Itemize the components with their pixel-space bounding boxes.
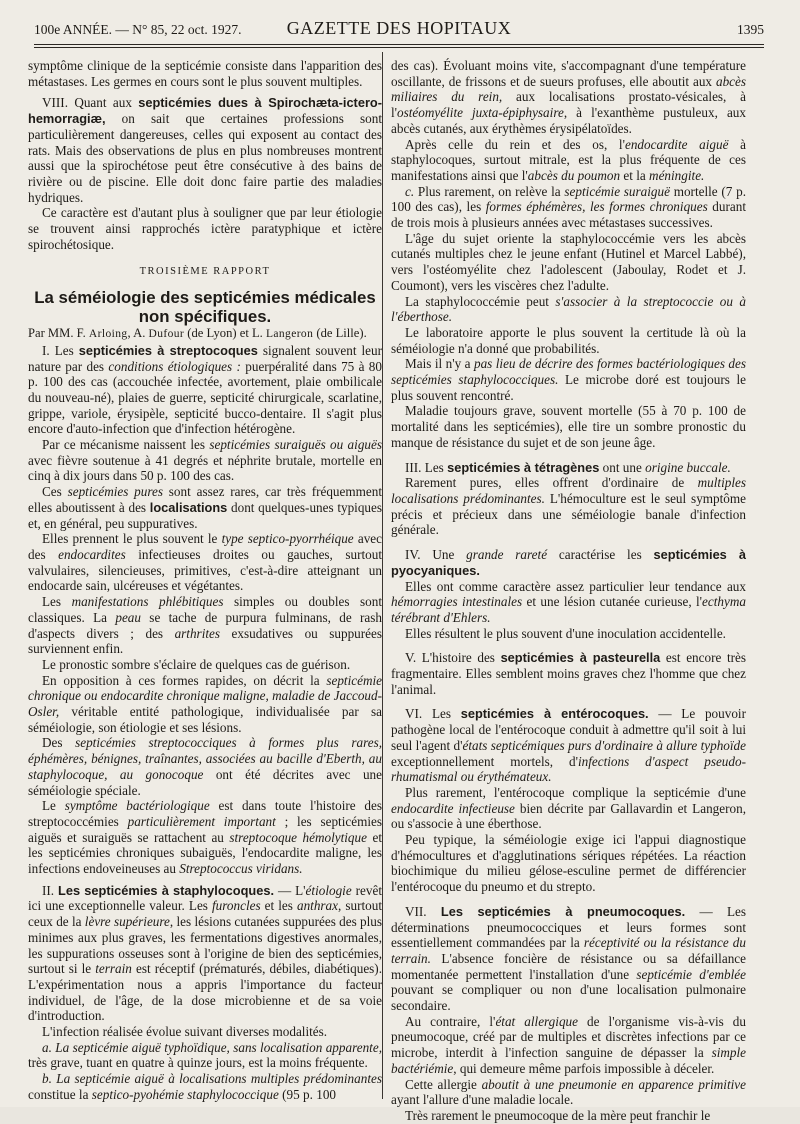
- paragraph-staphylocoques: II. Les septicémies à staphylocoques. — L'étiologie revêt ici une exceptionnelle valeur. Les furoncles et les anthrax, surtout ceux de la lèvre supérieure, les lésions cutanées suppurées des plus minimes aux plus graves, les fermentations digestives anormales, les suppurations osseuses sont à l'origine de bien des septicémies, surtout si le terrain est réceptif (prématurés, débiles, diabétiques). L'expérimentation nous a appris l'importance du facteur individuel, de l'âge, de la dose microbienne et de sa voie d'introduction.: [28, 882, 383, 1024]
- paragraph: Mais il n'y a pas lieu de décrire des formes bactériologiques des septicémies staphylococciques. Le microbe doré est toujours le plus souvent rencontré.: [391, 356, 747, 403]
- header-rule-double: [34, 47, 764, 48]
- paragraph-pyocyaniques: IV. Une grande rareté caractérise les septicémies à pyocyaniques.: [391, 547, 746, 578]
- paragraph: Rarement pures, elles offrent d'ordinaire de multiples localisations prédominantes. L'hémoculture est le seul symptôme précis et précieux dans une séméiologie banale d'infection générale.: [391, 475, 747, 538]
- paragraph: Ce caractère est d'autant plus à souligner que par leur étiologie se trouvent ainsi rapprochés ictère paratyphique et ictère spirochétosique.: [28, 205, 382, 252]
- paragraph: Le laboratoire apporte le plus souvent la certitude là où la séméiologie n'a donné que probabilités.: [391, 324, 746, 356]
- header-rule: [34, 44, 764, 45]
- paragraph: Plus rarement, l'entérocoque complique la septicémie d'une endocardite infectieuse bien décrite par Gallavardin et Langeron, ou s'associe à une éberthose.: [391, 784, 746, 832]
- paragraph-spirochaeta: VIII. Quant aux septicémies dues à Spirochæta-ictero-hemorragiæ, on sait que certaines professions sont particulièrement dangereuses, celles qui exposent au contact des rats. Mais des observations de plus en plus nombreuses montrent aussi que la spirochétose peut être consécutive à des bains de rivière ou de piscine. Elle doit donc faire partie des maladies hydriques.: [28, 95, 382, 205]
- journal-title: GAZETTE DES HOPITAUX: [286, 18, 512, 38]
- paragraph: Le symptôme bactériologique est dans toute l'histoire des streptococcémies particulièrement important ; les septicémies aiguës et suraiguës se rattachent au streptocoque hémolytique et les septicémies chroniques subaiguës, l'endocardite maligne, les infections endoveineuses au Streptococcus viridans.: [28, 798, 382, 877]
- paragraph: Elles prennent le plus souvent le type septico-pyorrhéique avec des endocardites infectieuses droites ou gauches, surtout valvulaires, silencieuses, primitives, c'est-à-dire atteignant un endocarde sain, ulcéreuses et végétantes.: [28, 531, 382, 594]
- paragraph: Par ce mécanisme naissent les septicémies suraiguës ou aiguës avec fièvre soutenue à 41 degrés et néphrite brutale, mortelle en cinq à dix jours dans 50 p. 100 des cas.: [28, 437, 382, 484]
- paragraph-enterocoques: VI. Les septicémies à entérocoques. — Le pouvoir pathogène local de l'entérocoque conduit à admettre qu'il soit à lui seul l'agent d'états septicémiques purs d'ordinaire à allure typhoïde exceptionnellement mortels, d'infections d'aspect pseudo-rhumatismal ou érythémateux.: [391, 706, 747, 785]
- section-title: La séméiologie des septicémies médicales non spécifiques.: [34, 288, 376, 327]
- paragraph-pneumocoques: VII. Les septicémies à pneumocoques. — Les déterminations pneumococciques et leurs formes sont essentiellement commandées par la réceptivité ou la résistance du terrain. L'absence foncière de résistance ou sa défaillance momentanée permettent l'installation d'une septicémie d'emblée pouvant se compliquer ou non d'une localisation pulmonaire secondaire.: [391, 903, 746, 1014]
- paragraph: Elles résultent le plus souvent d'une inoculation accidentelle.: [405, 625, 726, 641]
- paragraph: Cette allergie aboutit à une pneumonie en apparence primitive ayant l'allure d'une maladie locale.: [391, 1076, 746, 1108]
- paragraph-streptocoques: I. Les septicémies à streptocoques signalent souvent leur nature par des conditions étiologiques : puerpéralité dans 75 à 80 p. 100 des cas (accouchée infectée, avortement, plaie ombilicale du nouveau-né), plaies de guerre, septicité chirurgicale, scarlatine, grippe, variole, érysipèle, septicité bucco-dentaire. Il s'agit plus encore d'auto-infection que d'infection hétérogène.: [28, 342, 383, 437]
- paragraph: Ces septicémies pures sont assez rares, car très fréquemment elles aboutissent à des localisations dont quelques-unes typiques et, en général, peu suppuratives.: [28, 484, 383, 531]
- paragraph: des cas). Évoluant moins vite, s'accompagnant d'une température oscillante, de frissons et de sueurs profuses, elle aboutit aux abcès miliaires du rein, aux localisations prostato-vésicales, à l'ostéomyélite juxta-épiphysaire, à l'exanthème pustuleux, aux abcès cutanés, aux érythèmes érysipélatoïdes.: [391, 58, 747, 136]
- paragraph: L'infection réalisée évolue suivant diverses modalités.: [42, 1024, 328, 1040]
- paragraph: Des septicémies streptococciques à formes plus rares, éphémères, bénignes, traînantes, associées au bacille d'Eberth, au staphylocoque, au gonocoque ont été décrites avec une séméiologie spéciale.: [28, 735, 383, 798]
- paragraph: Le pronostic sombre s'éclaire de quelques cas de guérison.: [42, 656, 351, 672]
- paragraph: b. La septicémie aiguë à localisations multiples prédominantes constitue la septico-pyohémie staphylococcique (95 p. 100: [28, 1071, 382, 1102]
- left-column: [28, 58, 382, 1103]
- paragraph: L'âge du sujet oriente la staphylococcémie vers les abcès cutanés multiples chez le jeune enfant (Hutinel et Marcel Labbé), vers l'ostéomyélite chez l'adolescent (Jaboulay, Rodet et J. Coumont), vers les viscères chez l'adulte.: [391, 230, 746, 293]
- paragraph: Les manifestations phlébitiques simples ou doubles sont classiques. La peau se tache de purpura fulminans, de rash d'aspects divers ; des arthrites exsudatives ou suppurées surviennent enfin.: [28, 594, 383, 657]
- authors-line: Par MM. F. Arloing, A. Dufour (de Lyon) et L. Langeron (de Lille).: [28, 326, 367, 341]
- paragraph: c. Plus rarement, on relève la septicémie suraiguë mortelle (7 p. 100 des cas), les formes éphémères, les formes chroniques durant de trois mois à plusieurs années avec métastases successives.: [391, 183, 747, 231]
- paragraph: Maladie toujours grave, souvent mortelle (55 à 70 p. 100 de mortalité dans les septicémies), elle tire un sombre pronostic du manque de résistance du sujet et de son jeune âge.: [391, 403, 746, 450]
- page-number: 1395: [737, 22, 764, 37]
- paragraph: Elles ont comme caractère assez particulier leur tendance aux hémorragies intestinales et une lésion cutanée curieuse, l'ecthyma térébrant d'Ehlers.: [391, 578, 746, 625]
- paragraph: Peu typique, la séméiologie exige ici l'appui diagnostique d'hémocultures et d'agglutinations sériques répétées. La réaction biochimique du milieu gélose-esculine permet de différencier l'entérocoque du pneumo et du strepto.: [391, 832, 746, 895]
- paragraph-tetragenes: III. Les septicémies à tétragènes ont une origine buccale.: [405, 459, 731, 475]
- section-label: TROISIÈME RAPPORT: [139, 266, 271, 278]
- column-divider: [382, 52, 383, 1099]
- paragraph: La staphylococcémie peut s'associer à la streptococcie ou à l'éberthose.: [391, 293, 746, 325]
- paragraph: symptôme clinique de la septicémie consiste dans l'apparition des métastases. Les germes en cours sont le plus souvent multiples.: [28, 58, 382, 89]
- paragraph: a. La septicémie aiguë typhoïdique, sans localisation apparente, très grave, tuant en quatre à quinze jours, est la moins fréquente.: [28, 1039, 382, 1071]
- paragraph: Après celle du rein et des os, l'endocardite aiguë à staphylocoques, surtout mitrale, est la plus fréquente de ces manifestations ainsi que l'abcès du poumon et la méningite.: [391, 136, 746, 183]
- paragraph: Très rarement le pneumocoque de la mère peut franchir le: [405, 1108, 711, 1123]
- paragraph: Au contraire, l'état allergique de l'organisme vis-à-vis du pneumocoque, créé par de multiples et discrètes infections par ce microbe, interdit à l'infection sanguine de dépasser la simple bactériémie, qui demeure même parfois impossible à déceler.: [391, 1013, 746, 1076]
- page-header: [34, 14, 764, 44]
- paragraph: En opposition à ces formes rapides, on décrit la septicémie chronique ou endocardite chronique maligne, maladie de Jaccoud-Osler, véritable entité pathologique, individualisée par sa séméiologie, son étiologie et ses lésions.: [28, 672, 382, 735]
- issue-line: 100e ANNÉE. — N° 85, 22 oct. 1927.: [34, 22, 242, 37]
- paragraph-pasteurella: V. L'histoire des septicémies à pasteurella est encore très fragmentaire. Elles semblent moins graves chez l'homme que chez l'animal.: [391, 650, 746, 697]
- right-column: [391, 58, 746, 1124]
